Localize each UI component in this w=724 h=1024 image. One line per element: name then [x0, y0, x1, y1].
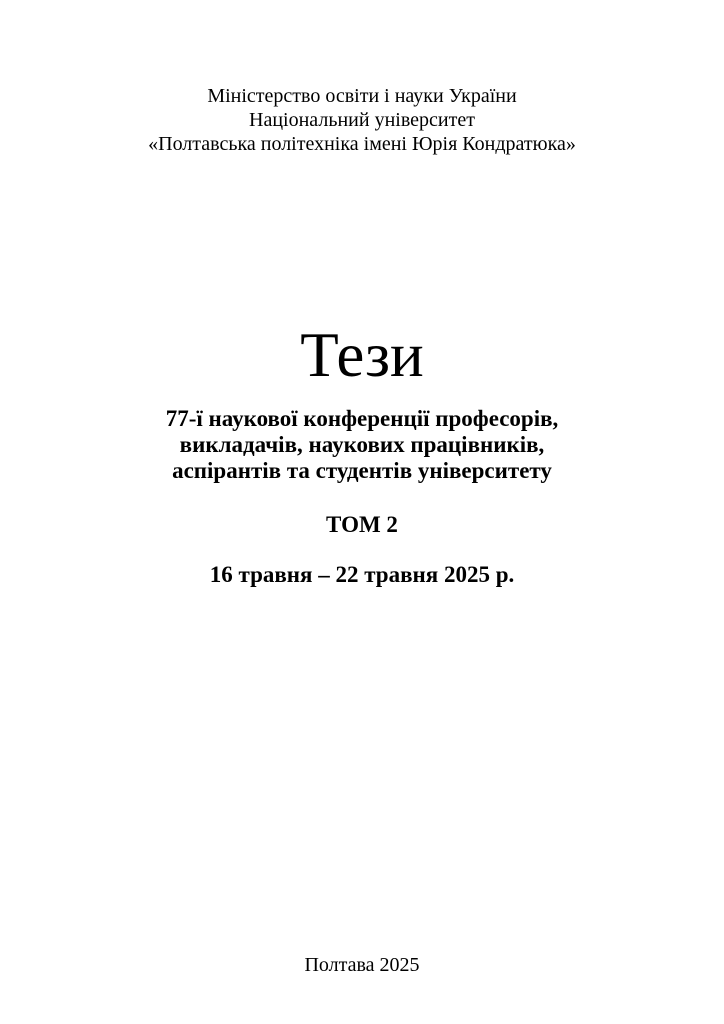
university-line: Національний університет	[249, 109, 475, 131]
subtitle-line-3: аспірантів та студентів університету	[172, 458, 552, 483]
ministry-line: Міністерство освіти і науки України	[207, 85, 517, 107]
conference-subtitle	[0, 406, 724, 484]
university-name-line: «Полтавська політехніка імені Юрія Кондратюка»	[148, 133, 576, 155]
page-title: Тези	[300, 320, 424, 390]
subtitle-line-1: 77-ї наукової конференції професорів,	[165, 406, 559, 431]
conference-dates: 16 травня – 22 травня 2025 р.	[209, 562, 515, 587]
ministry-header	[0, 84, 724, 156]
volume-label: ТОМ 2	[326, 512, 398, 537]
city-year-footer: Полтава 2025	[304, 954, 420, 976]
subtitle-line-2: викладачів, наукових працівників,	[179, 432, 545, 457]
